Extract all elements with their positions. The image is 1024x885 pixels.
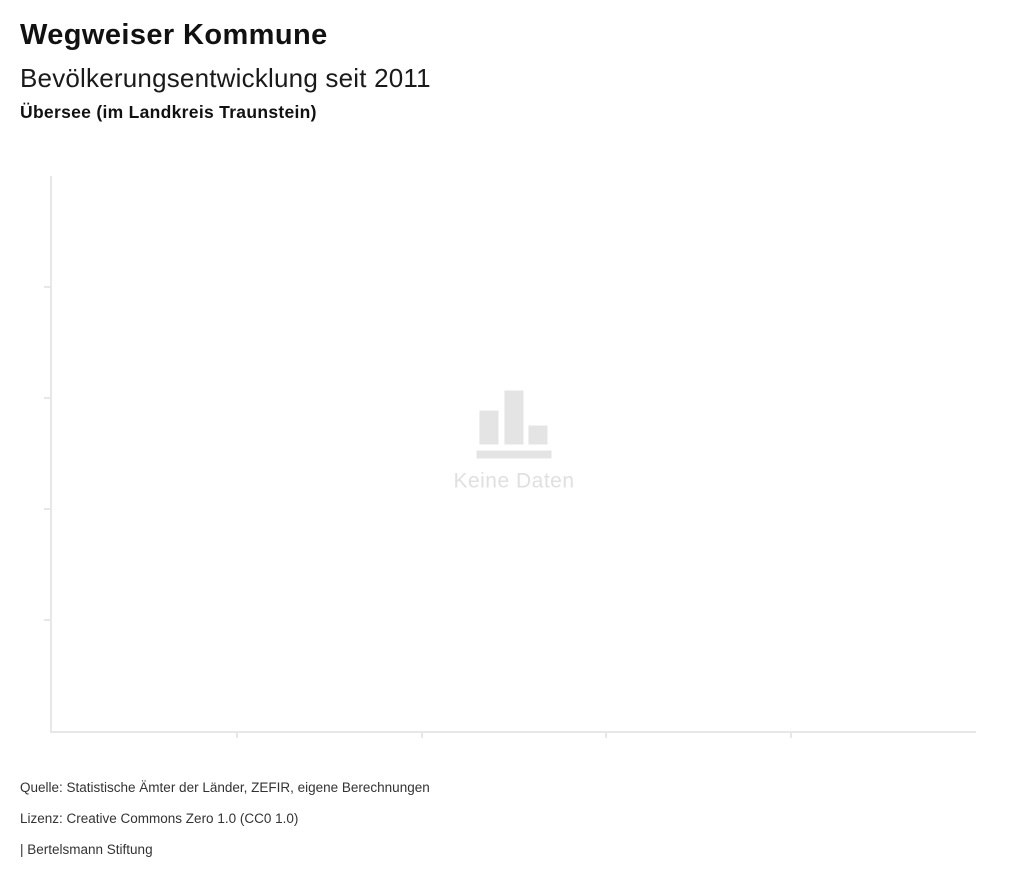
y-axis-tick (44, 619, 50, 621)
chart-region-subtitle: Übersee (im Landkreis Traunstein) (20, 102, 317, 122)
attribution-note: | Bertelsmann Stiftung (20, 842, 153, 857)
license-note: Lizenz: Creative Commons Zero 1.0 (CC0 1.0) (20, 811, 299, 826)
no-data-label: Keine Daten (453, 469, 575, 493)
source-note: Quelle: Statistische Ämter der Länder, ZEFIR, eigene Berechnungen (20, 780, 430, 795)
app-title: Wegweiser Kommune (20, 19, 328, 51)
y-axis-tick (44, 397, 50, 399)
chart-title: Bevölkerungsentwicklung seit 2011 (20, 63, 431, 93)
chart-plot-area (50, 176, 976, 733)
y-axis-tick (44, 508, 50, 510)
no-data-placeholder (453, 391, 574, 494)
x-axis-tick (421, 733, 423, 738)
x-axis-tick (236, 733, 238, 738)
x-axis-tick (790, 733, 792, 738)
bar-chart-icon (477, 391, 552, 459)
footer (20, 781, 430, 874)
y-axis-tick (44, 286, 50, 288)
x-axis-tick (605, 733, 607, 738)
